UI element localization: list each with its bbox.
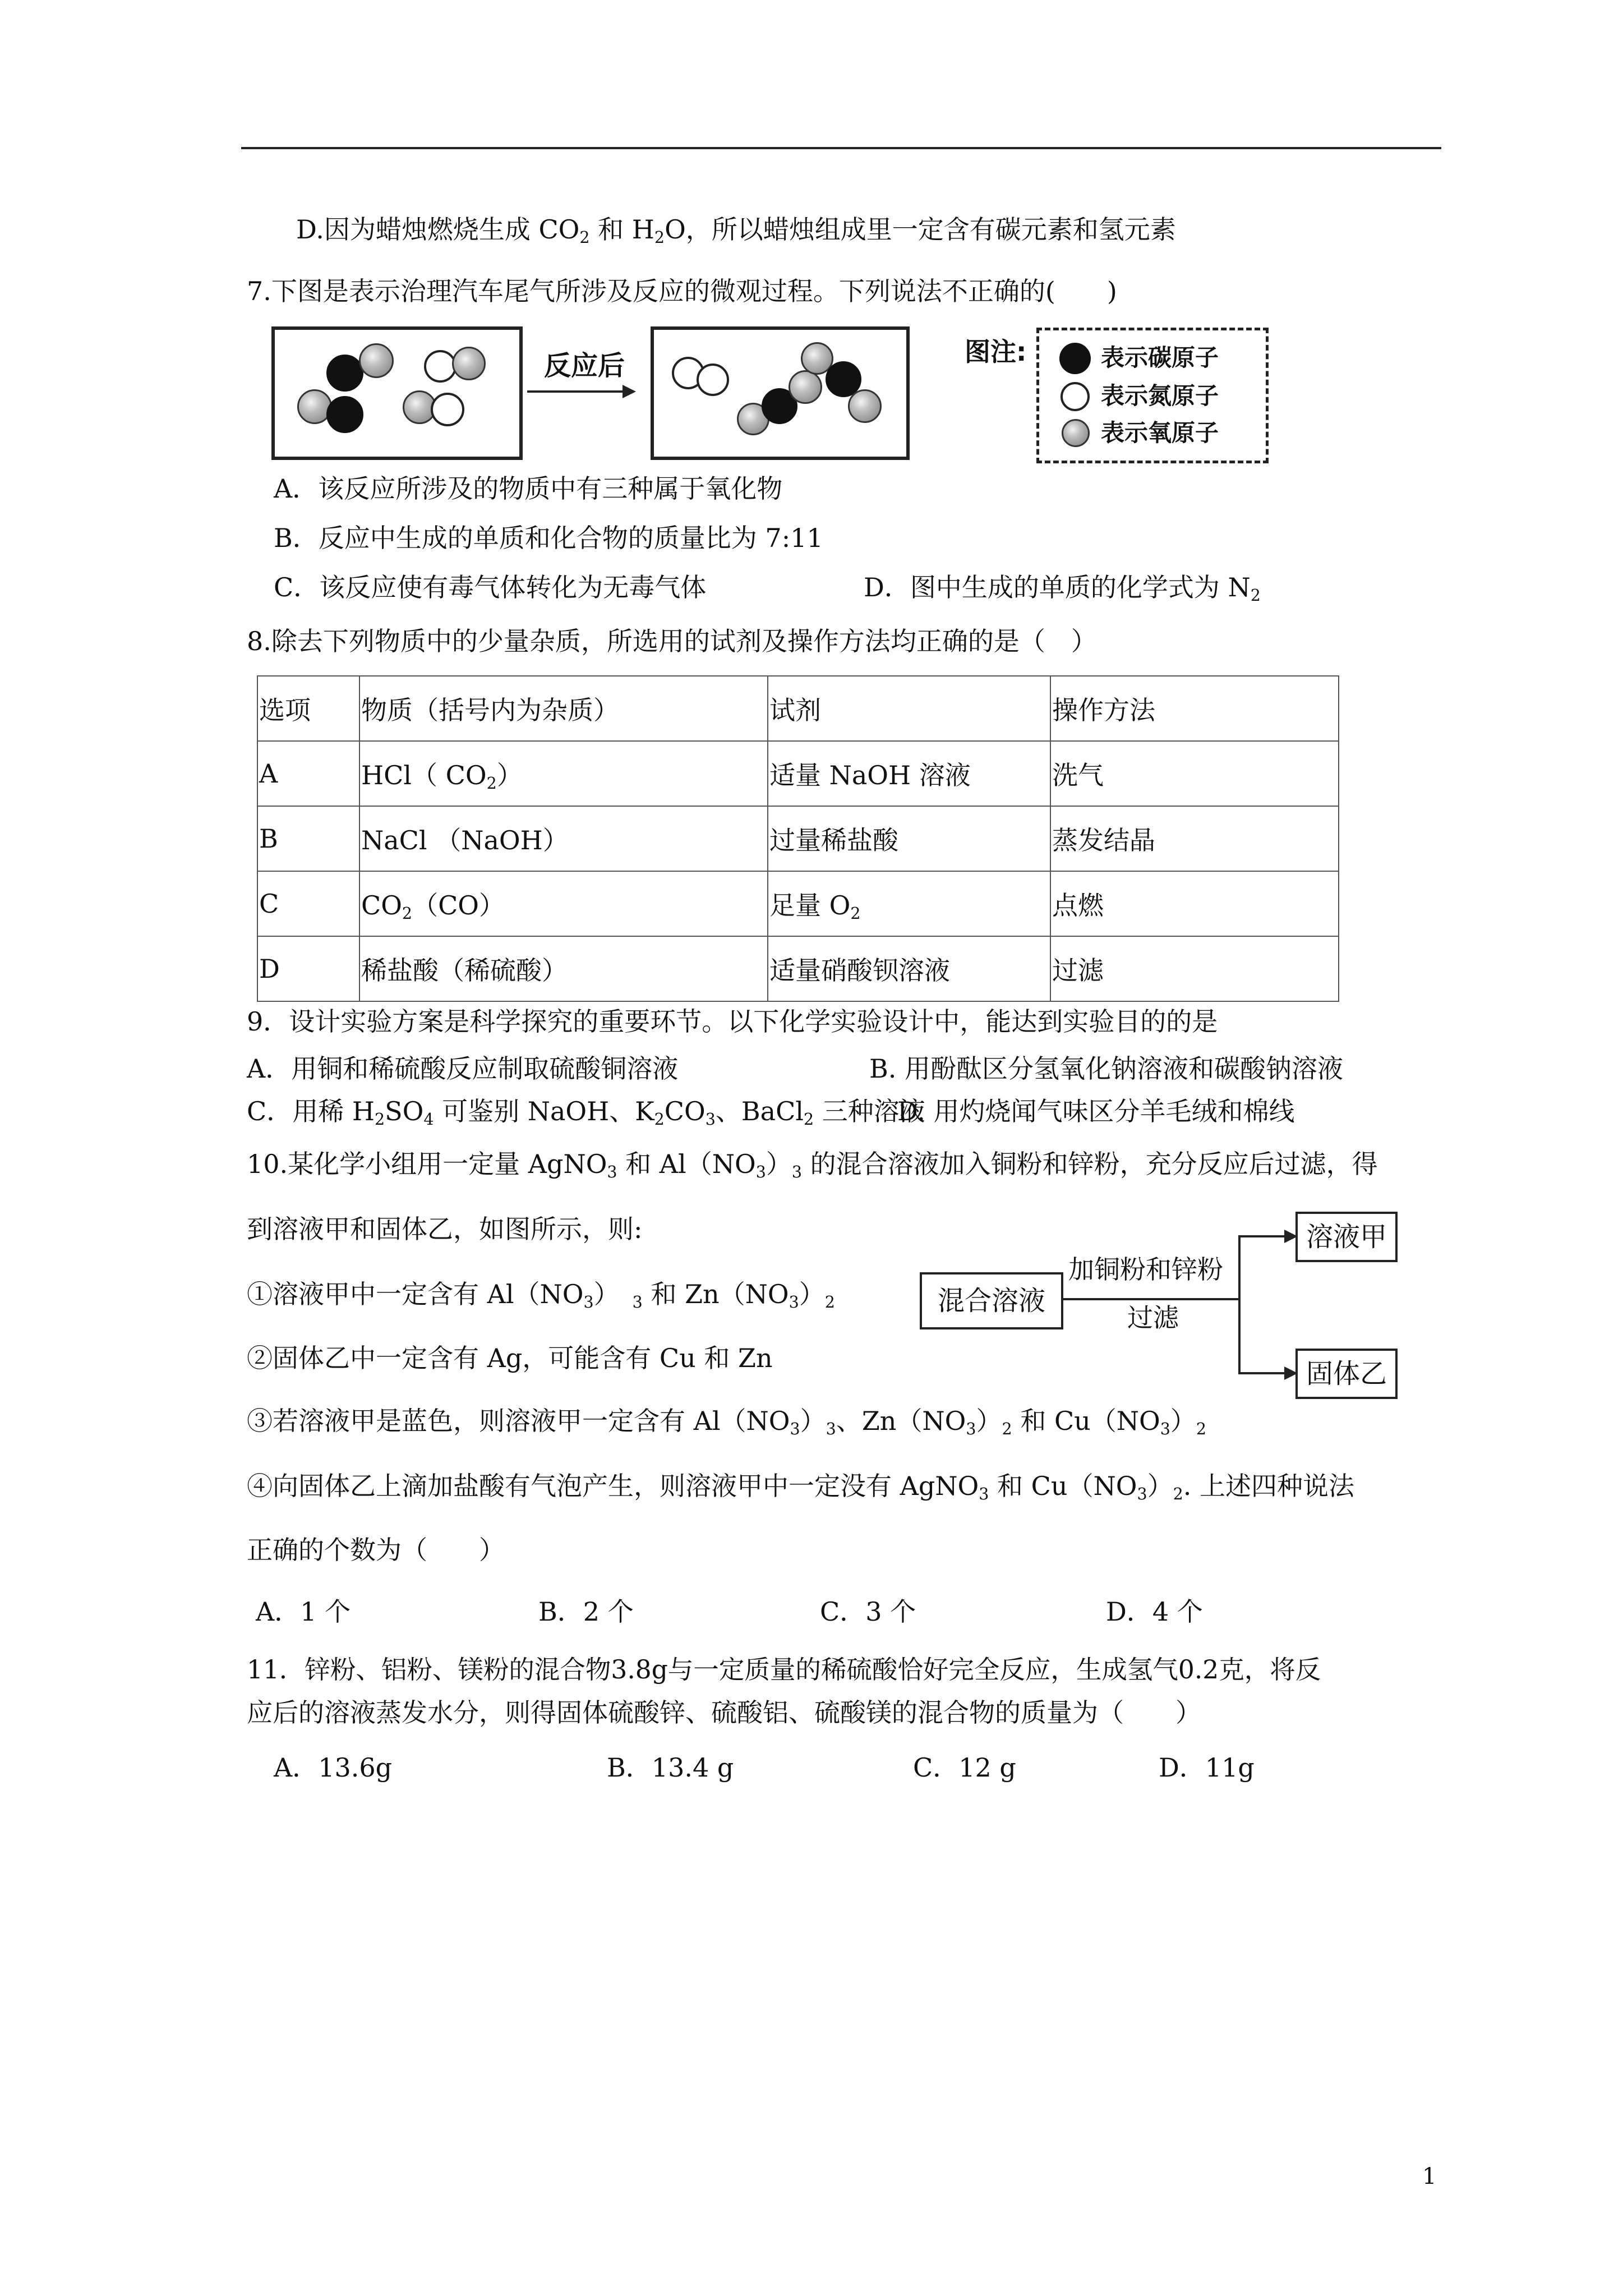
q10-stem-line1: 10.某化学小组用一定量 AgNO$_3$ 和 $Al(NO_3)_3$ 的混合溶液加入铜粉和锌粉，充分反应后过滤，得 bbox=[247, 1149, 1378, 1181]
header-operation: 操作方法 bbox=[1050, 676, 1339, 741]
reactants-box bbox=[271, 326, 523, 460]
row-substance: NaCl （NaOH） bbox=[359, 806, 768, 871]
nitrogen-atom bbox=[424, 350, 457, 383]
oxygen-atom bbox=[848, 389, 882, 423]
page-number: 1 bbox=[1422, 2164, 1437, 2189]
row-reagent: 足量 $O_2$ bbox=[768, 871, 1050, 936]
q9-option-a: A．用铜和稀硫酸反应制取硫酸铜溶液 bbox=[247, 1053, 679, 1084]
nitrogen-atom bbox=[697, 364, 729, 396]
q8-table bbox=[257, 675, 1339, 1002]
q7-option-d: D．图中生成的单质的化学式为 $N_2$ bbox=[864, 572, 1261, 605]
reaction-arrow bbox=[527, 390, 628, 393]
carbon-atom bbox=[326, 355, 363, 392]
row-operation: 点燃 bbox=[1050, 871, 1339, 936]
legend-title: 图注: bbox=[965, 337, 1027, 367]
solution-a-box: 溶液甲 bbox=[1295, 1212, 1398, 1262]
row-operation: 蒸发结晶 bbox=[1050, 806, 1339, 871]
q10-statement-2: ②固体乙中一定含有 Ag，可能含有 Cu 和 Zn bbox=[247, 1343, 773, 1373]
q9-option-c: C．用稀 $H_2SO_4$ 可鉴别 NaOH、$K_2CO_3$、BaCl$_2$ 三种溶液 bbox=[247, 1096, 925, 1129]
q11-option-c: C．12 g bbox=[913, 1752, 1016, 1783]
q8-stem: 8.除去下列物质中的少量杂质，所选用的试剂及操作方法均正确的是（ ） bbox=[247, 626, 1097, 656]
row-option: B bbox=[257, 806, 359, 871]
arrow-label: 反应后 bbox=[544, 350, 625, 381]
header-option: 选项 bbox=[257, 676, 359, 741]
arrow-head-icon bbox=[623, 385, 636, 398]
flow-action-filter: 过滤 bbox=[1127, 1303, 1179, 1333]
q10-statement-4: ④向固体乙上滴加盐酸有气泡产生，则溶液甲中一定没有 AgNO$_3$ 和 $Cu(NO_3)_2$. 上述四种说法 bbox=[247, 1471, 1354, 1503]
table-row bbox=[257, 741, 1339, 806]
q11-stem-line1: 11．锌粉、铝粉、镁粉的混合物3.8g与一定质量的稀硫酸恰好完全反应，生成氢气0.2克，将反 bbox=[247, 1655, 1321, 1685]
row-option: A bbox=[257, 741, 359, 806]
oxygen-atom bbox=[452, 347, 486, 380]
legend-carbon: 表示碳原子 bbox=[1101, 344, 1219, 371]
q11-option-a: A．13.6g bbox=[274, 1752, 393, 1783]
row-reagent: 适量硝酸钡溶液 bbox=[768, 936, 1050, 1001]
q6-option-d: D.因为蜡烛燃烧生成 $CO_2$ 和 $H_2O$，所以蜡烛组成里一定含有碳元素和氢元素 bbox=[296, 214, 1176, 247]
q10-option-c: C．3 个 bbox=[820, 1596, 916, 1627]
q9-stem: 9．设计实验方案是科学探究的重要环节。以下化学实验设计中，能达到实验目的的是 bbox=[247, 1006, 1218, 1037]
row-reagent: 过量稀盐酸 bbox=[768, 806, 1050, 871]
row-option: D bbox=[257, 936, 359, 1001]
flow-line bbox=[1238, 1372, 1288, 1374]
q10-stem-line2: 到溶液甲和固体乙，如图所示，则: bbox=[247, 1214, 643, 1244]
oxygen-atom bbox=[789, 370, 822, 404]
q10-statement-1: ①溶液甲中一定含有 $Al(NO_3)$ $_3$ 和 $Zn(NO_3)_2$ bbox=[247, 1279, 835, 1312]
q10-option-b: B．2 个 bbox=[538, 1596, 634, 1627]
mixed-solution-box: 混合溶液 bbox=[920, 1272, 1063, 1329]
row-option: C bbox=[257, 871, 359, 936]
legend-nitrogen: 表示氮原子 bbox=[1101, 382, 1219, 409]
row-operation: 洗气 bbox=[1050, 741, 1339, 806]
q9-option-d: D. 用灼烧闻气味区分羊毛绒和棉线 bbox=[897, 1096, 1295, 1126]
solid-b-box: 固体乙 bbox=[1295, 1349, 1398, 1399]
q11-stem-line2: 应后的溶液蒸发水分，则得固体硫酸锌、硫酸铝、硫酸镁的混合物的质量为（ ） bbox=[247, 1697, 1201, 1728]
flow-line bbox=[1238, 1235, 1288, 1237]
q7-option-a: A．该反应所涉及的物质中有三种属于氧化物 bbox=[274, 473, 783, 504]
q7-option-c: C．该反应使有毒气体转化为无毒气体 bbox=[274, 572, 707, 602]
legend-oxygen: 表示氧原子 bbox=[1101, 419, 1219, 447]
row-substance: 稀盐酸（稀硫酸） bbox=[359, 936, 768, 1001]
carbon-legend-icon bbox=[1059, 343, 1091, 374]
flow-line bbox=[1061, 1298, 1239, 1300]
q7-stem: 7.下图是表示治理汽车尾气所涉及反应的微观过程。下列说法不正确的( ) bbox=[247, 276, 1117, 306]
q11-option-b: B．13.4 g bbox=[607, 1752, 734, 1783]
q7-option-b: B．反应中生成的单质和化合物的质量比为 7:11 bbox=[274, 523, 823, 553]
products-box bbox=[651, 326, 910, 460]
flow-branch-line bbox=[1238, 1235, 1241, 1374]
q10-option-d: D．4 个 bbox=[1106, 1596, 1203, 1627]
row-operation: 过滤 bbox=[1050, 936, 1339, 1001]
row-substance: $CO_2(CO)$ bbox=[359, 871, 768, 936]
q10-statement-5: 正确的个数为（ ） bbox=[247, 1535, 505, 1565]
row-substance: HCl（ $CO_2$） bbox=[359, 741, 768, 806]
header-reagent: 试剂 bbox=[768, 676, 1050, 741]
legend bbox=[1036, 328, 1269, 463]
table-row bbox=[257, 806, 1339, 871]
q10-option-a: A．1 个 bbox=[256, 1596, 351, 1627]
carbon-atom bbox=[326, 396, 363, 433]
nitrogen-atom bbox=[431, 393, 464, 426]
q10-statement-3: ③若溶液甲是蓝色，则溶液甲一定含有 $Al(NO_3)_3$、$Zn(NO_3)_2$ 和 $Cu(NO_3)_2$ bbox=[247, 1406, 1207, 1438]
table-row bbox=[257, 936, 1339, 1001]
table-row bbox=[257, 871, 1339, 936]
q9-option-b: B. 用酚酞区分氢氧化钠溶液和碳酸钠溶液 bbox=[869, 1053, 1344, 1084]
table-header-row bbox=[257, 676, 1339, 741]
q11-option-d: D．11g bbox=[1159, 1752, 1255, 1783]
nitrogen-legend-icon bbox=[1061, 382, 1090, 411]
oxygen-legend-icon bbox=[1062, 419, 1090, 447]
header-rule bbox=[241, 147, 1441, 149]
flow-action-add: 加铜粉和锌粉 bbox=[1068, 1254, 1223, 1285]
header-substance: 物质（括号内为杂质） bbox=[359, 676, 768, 741]
row-reagent: 适量 NaOH 溶液 bbox=[768, 741, 1050, 806]
oxygen-atom bbox=[359, 343, 394, 378]
